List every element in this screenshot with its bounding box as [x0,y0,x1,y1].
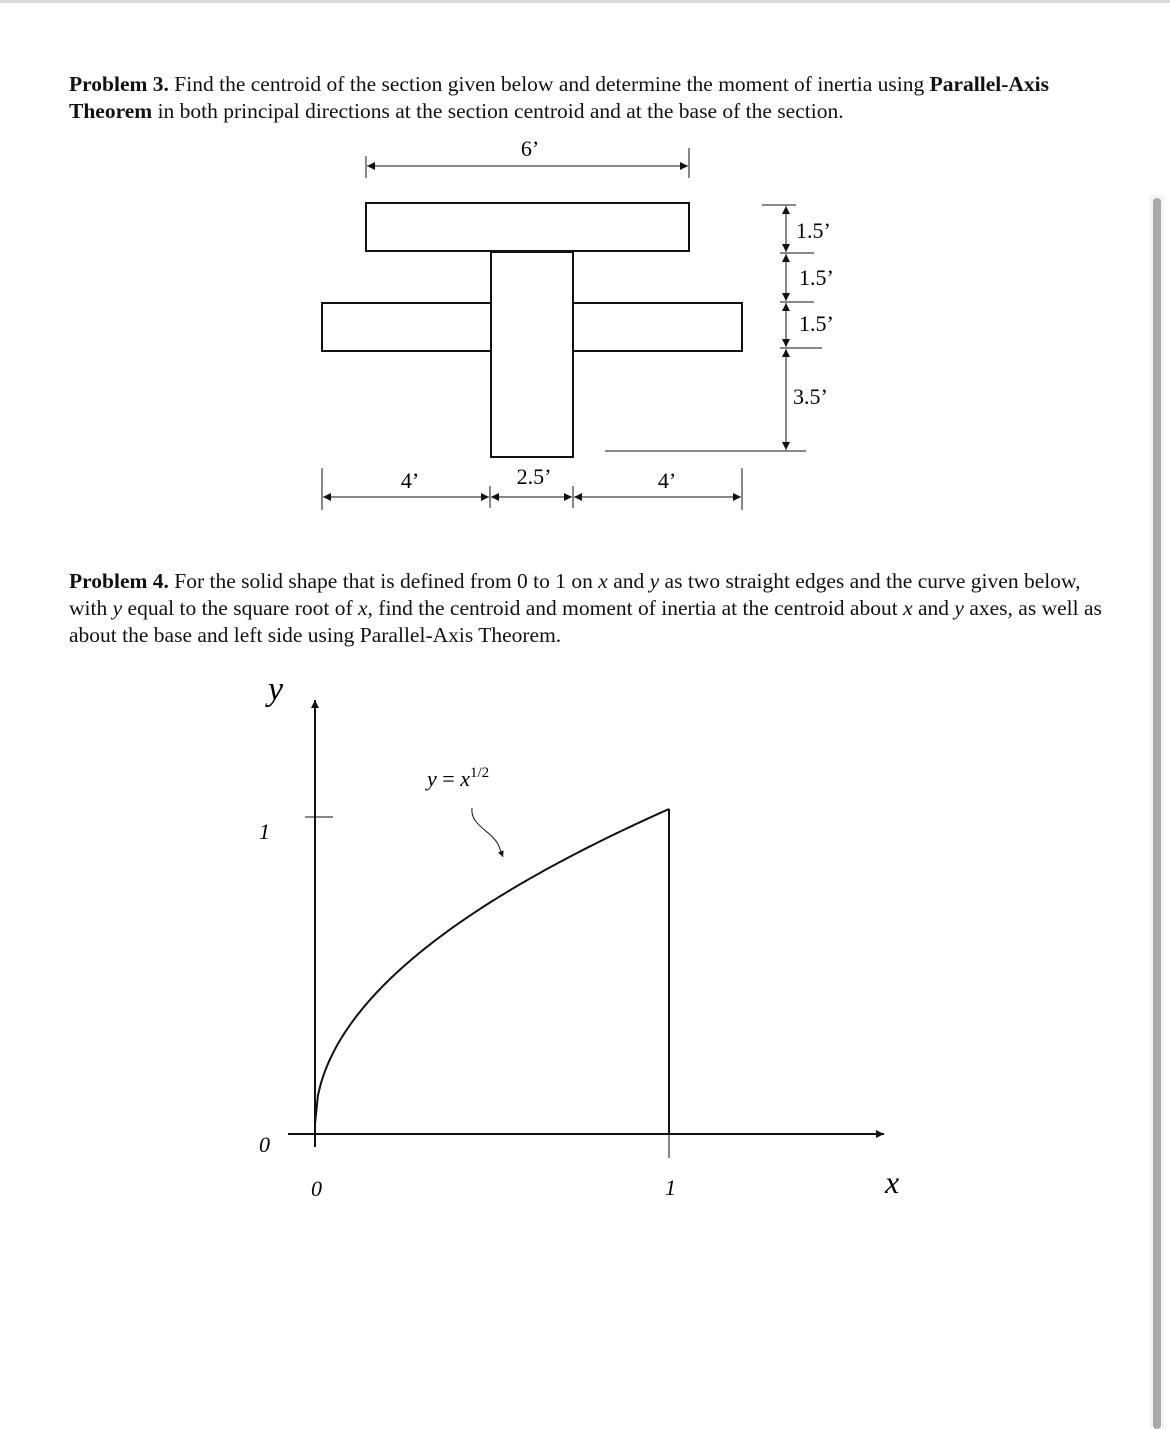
y-tick-0-label: 0 [259,1132,270,1157]
problem-4-var-x-2: x [357,596,368,620]
dim-right-4-label: 3.5’ [793,384,828,409]
problem-3-label: Problem 3. [69,72,169,96]
x-axis-label: x [885,1164,900,1200]
problem-4-var-y-2: y [112,596,123,620]
problem-4-text-1: For the solid shape that is defined from 0 to 1 on [168,569,599,593]
problem-3-text-b: in both principal directions at the section centroid and at the base of the section. [152,99,844,123]
problem-4-label: Problem 4. [69,569,169,593]
dim-right-2-label: 1.5’ [799,265,834,290]
dim-right-1-label: 1.5’ [796,218,831,243]
y-axis-label: y [268,671,284,708]
x-tick-0-label: 0 [311,1176,322,1201]
dim-bottom-right-label: 4’ [657,468,677,493]
curve-equation-label: $y = x^{1/2}$ [427,765,490,791]
problem-4-var-x-3: x [903,596,913,620]
sqrt-curve [315,809,669,1124]
problem-4-text-6: and [912,596,955,620]
problem-3-text-a: Find the centroid of the section given below and determine the moment of inertia using [168,72,930,96]
y-tick-1-label: 1 [259,819,270,844]
dim-bottom-left-label: 4’ [400,468,420,493]
dim-bottom-mid-label: 2.5’ [516,464,552,489]
scrollbar-thumb[interactable] [1153,198,1161,1429]
dim-top-label: 6’ [520,136,540,161]
problem-4-var-x-1: x [598,569,608,593]
problem-4-text-3: as two straight edges and the curve given below, with [69,569,1081,620]
x-tick-1-label: 1 [665,1175,676,1200]
problem-3-bold-term: Parallel-Axis Theorem [69,72,1050,123]
problem-4-text-2: and [607,569,650,593]
problem-4-text-5: , find the centroid and moment of inertia at the centroid about [367,596,904,620]
problem-4-var-y-3: y [954,596,964,620]
dim-right-3-label: 1.5’ [799,311,834,336]
problem-4-text-7: axes, as well as about the base and left side using Parallel-Axis Theorem. [69,596,1102,647]
problem-4-text-4: equal to the square root of [122,596,358,620]
curve-label-pointer [472,808,503,857]
problem-4-var-y-1: y [649,569,660,593]
